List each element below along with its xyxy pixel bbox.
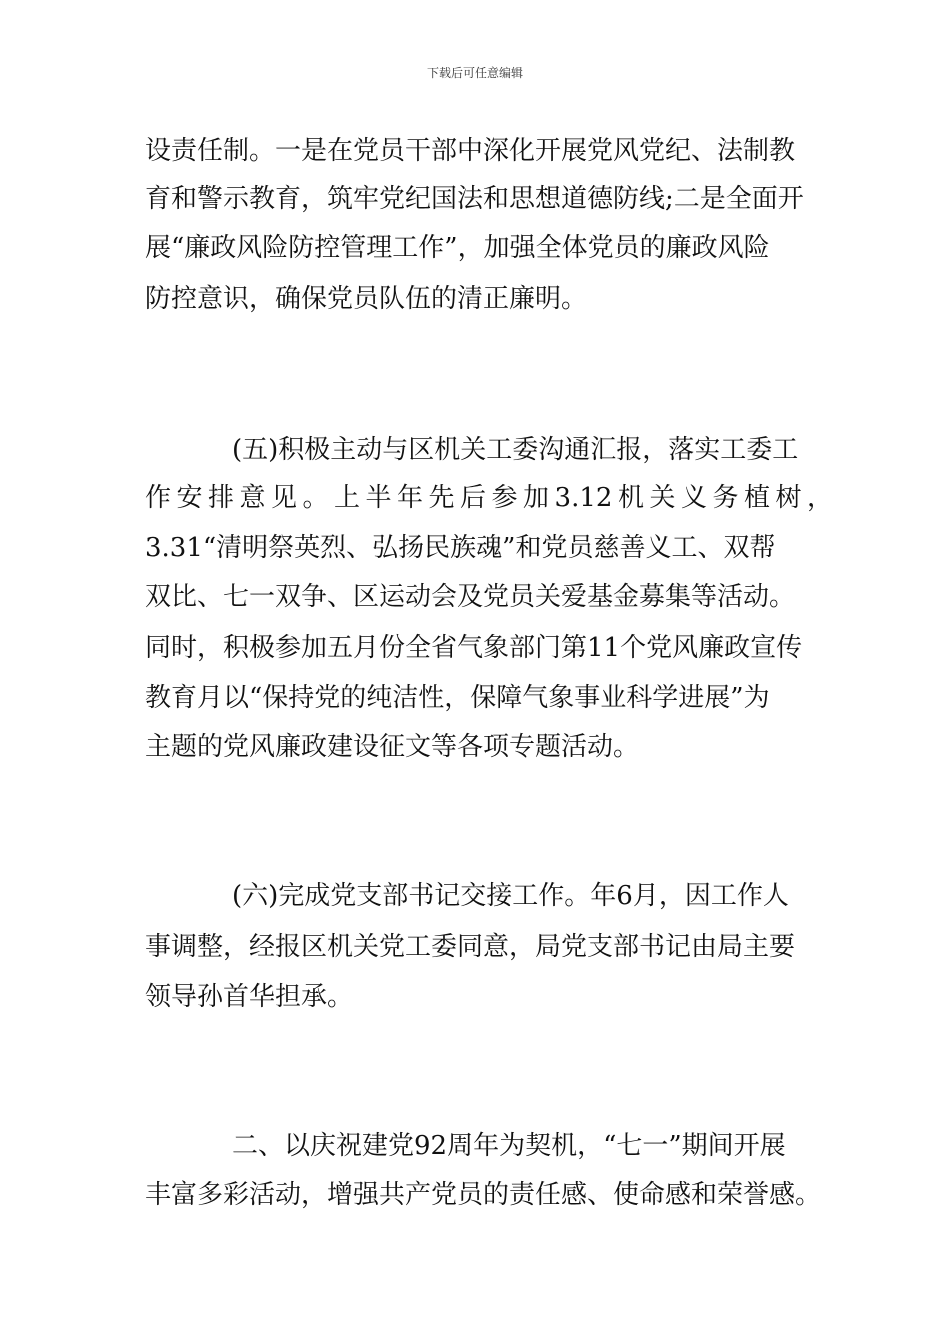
paragraph-2-line-4: 双比、七一双争、区运动会及党员关爱基金募集等活动。 bbox=[145, 582, 796, 612]
paragraph-2-line-2: 作安排意见。上半年先后参加3.12机关义务植树， bbox=[145, 483, 833, 513]
paragraph-1-line-1: 设责任制。一是在党员干部中深化开展党风党纪、法制教 bbox=[145, 136, 796, 166]
paragraph-2-line-5: 同时，积极参加五月份全省气象部门第11个党风廉政宣传 bbox=[145, 633, 803, 663]
paragraph-3-line-1: (六)完成党支部书记交接工作。年6月，因工作人 bbox=[232, 881, 789, 911]
paragraph-3-line-2: 事调整，经报区机关党工委同意，局党支部书记由局主要 bbox=[145, 932, 796, 962]
paragraph-1-line-2: 育和警示教育，筑牢党纪国法和思想道德防线;二是全面开 bbox=[145, 184, 804, 214]
paragraph-1-line-4: 防控意识，确保党员队伍的清正廉明。 bbox=[145, 284, 588, 314]
paragraph-2-line-6: 教育月以“保持党的纯洁性，保障气象事业科学进展”为 bbox=[145, 683, 770, 713]
paragraph-4-line-1: 二、以庆祝建党92周年为契机，“七一”期间开展 bbox=[232, 1131, 786, 1161]
paragraph-2-line-3: 3.31“清明祭英烈、弘扬民族魂”和党员慈善义工、双帮 bbox=[145, 533, 776, 563]
page-header: 下载后可任意编辑 bbox=[426, 66, 523, 80]
paragraph-3-line-3: 领导孙首华担承。 bbox=[145, 982, 354, 1012]
paragraph-2-line-7: 主题的党风廉政建设征文等各项专题活动。 bbox=[145, 732, 640, 762]
paragraph-2-line-1: (五)积极主动与区机关工委沟通汇报，落实工委工 bbox=[232, 435, 799, 465]
paragraph-4-line-2: 丰富多彩活动，增强共产党员的责任感、使命感和荣誉感。 bbox=[145, 1180, 822, 1210]
paragraph-1-line-3: 展“廉政风险防控管理工作”，加强全体党员的廉政风险 bbox=[145, 233, 770, 263]
